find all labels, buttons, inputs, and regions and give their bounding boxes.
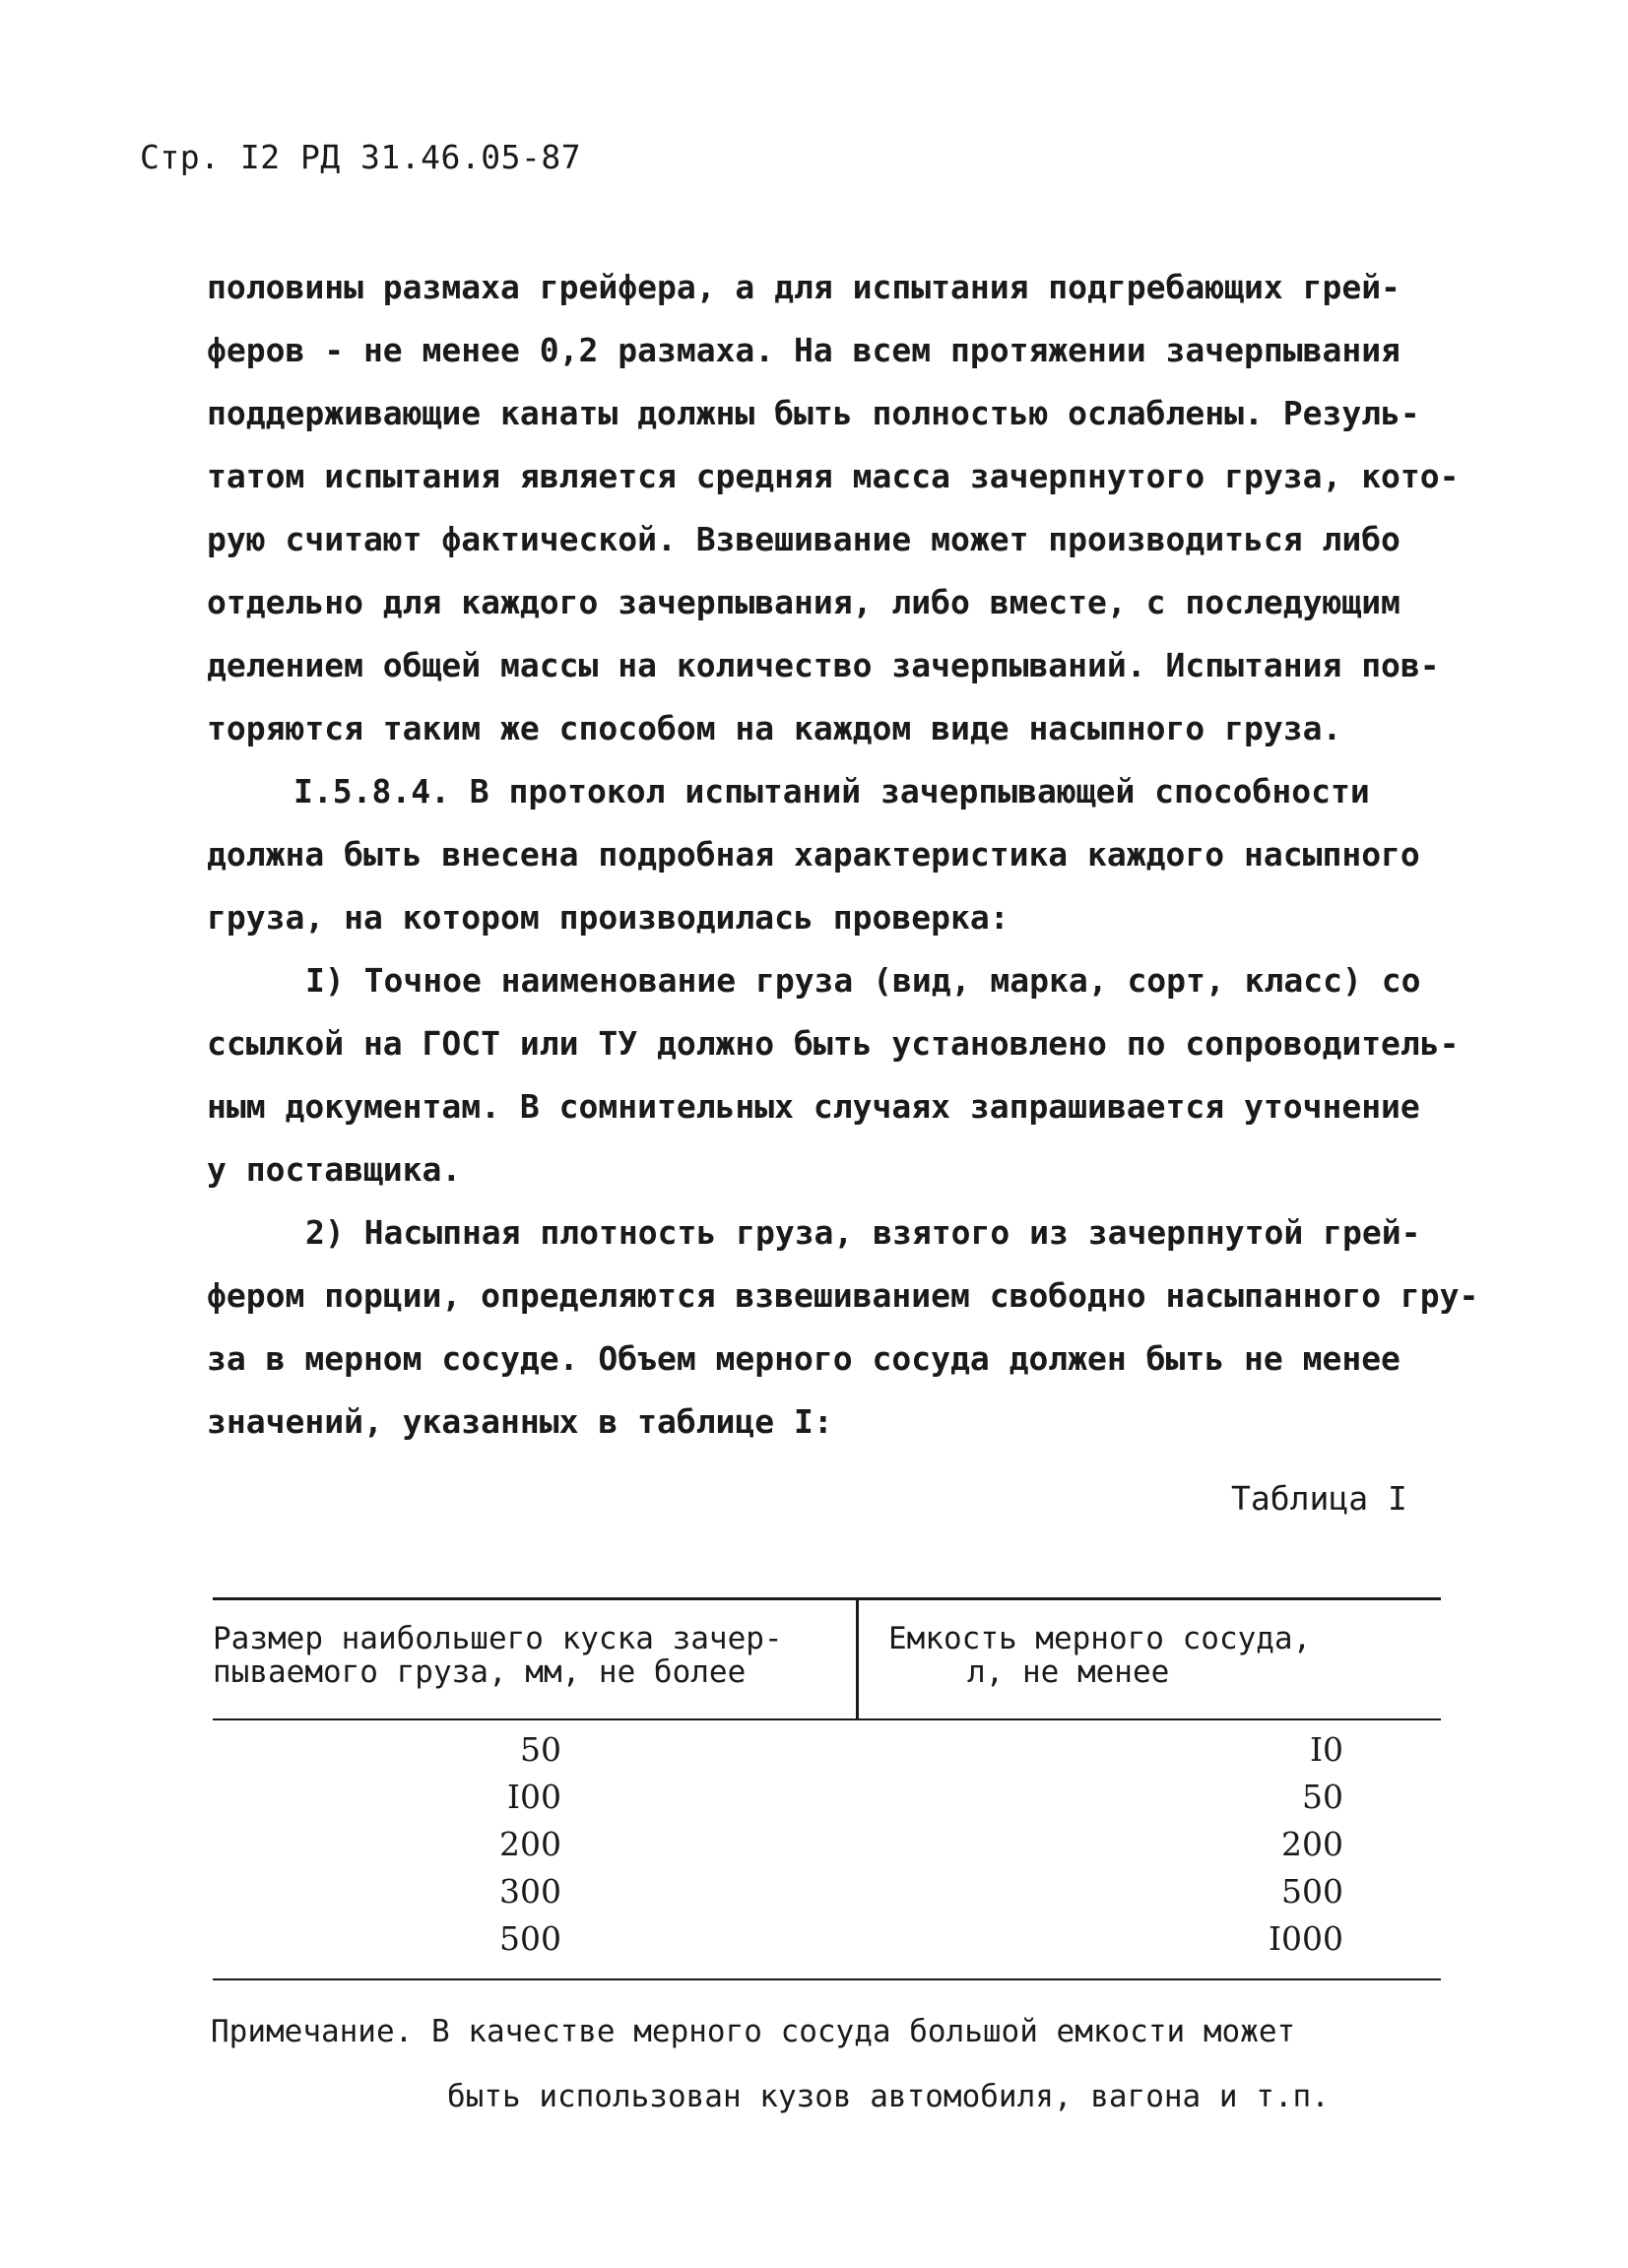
text-line: I) Точное наименование груза (вид, марка, сорт, класс) со xyxy=(305,961,1421,1000)
text-line: торяются таким же способом на каждом виде насыпного груза. xyxy=(207,709,1342,747)
text-line: I.5.8.4. В протокол испытаний зачерпывающей способности xyxy=(293,772,1370,810)
cell-size: 500 xyxy=(499,1919,561,1958)
text-line: должна быть внесена подробная характеристика каждого насыпного xyxy=(207,835,1420,874)
volume-table xyxy=(213,1597,1441,1980)
text-line: значений, указанных в таблице I: xyxy=(207,1402,833,1441)
header-text: пываемого груза, мм, не более xyxy=(213,1654,747,1690)
note-line: Примечание. В качестве мерного сосуда большой емкости может xyxy=(211,2014,1296,2049)
text-line: ным документам. В сомнительных случаях запрашивается уточнение xyxy=(207,1087,1420,1126)
header-text: Емкость мерного сосуда, xyxy=(888,1621,1312,1656)
cell-volume: 200 xyxy=(1281,1825,1343,1863)
cell-size: 200 xyxy=(499,1825,561,1863)
text-line: феров - не менее 0,2 размаха. На всем протяжении зачерпывания xyxy=(207,331,1400,369)
cell-volume: I0 xyxy=(1309,1730,1343,1769)
cell-volume: 50 xyxy=(1302,1778,1343,1816)
table-row xyxy=(213,1726,1441,1774)
table-header-row xyxy=(213,1600,1441,1720)
header-text: л, не менее xyxy=(967,1654,1170,1690)
cell-volume: I000 xyxy=(1268,1919,1343,1958)
table-caption: Таблица I xyxy=(1231,1479,1407,1518)
body-text xyxy=(207,256,1487,1454)
text-line: ссылкой на ГОСТ или ТУ должно быть установлено по сопроводитель- xyxy=(207,1024,1460,1063)
note-line: быть использован кузов автомобиля, вагона и т.п. xyxy=(447,2079,1330,2114)
table-note xyxy=(211,1999,1330,2129)
table-header-size xyxy=(213,1600,859,1718)
text-line: фером порции, определяются взвешиванием свободно насыпанного гру- xyxy=(207,1276,1479,1315)
text-line: поддерживающие канаты должны быть полностью ослаблены. Резуль- xyxy=(207,394,1420,432)
table-row xyxy=(213,1821,1441,1868)
table-body xyxy=(213,1720,1441,1963)
page-header: Стр. I2 РД 31.46.05-87 xyxy=(140,138,582,176)
text-line: татом испытания является средняя масса зачерпнутого груза, кото- xyxy=(207,457,1460,495)
table-header-volume xyxy=(859,1600,1441,1718)
text-line: половины размаха грейфера, а для испытания подгребающих грей- xyxy=(207,268,1400,306)
table-row xyxy=(213,1915,1441,1963)
text-line: рую считают фактической. Взвешивание может производиться либо xyxy=(207,520,1400,558)
text-line: делением общей массы на количество зачерпываний. Испытания пов- xyxy=(207,646,1440,684)
header-text: Размер наибольшего куска зачер- xyxy=(213,1621,783,1656)
table-row xyxy=(213,1868,1441,1915)
text-line: груза, на котором производилась проверка: xyxy=(207,898,1009,937)
table-row xyxy=(213,1774,1441,1821)
text-line: отдельно для каждого зачерпывания, либо вместе, с последующим xyxy=(207,583,1400,621)
cell-size: 50 xyxy=(520,1730,561,1769)
cell-size: I00 xyxy=(506,1778,561,1816)
cell-volume: 500 xyxy=(1281,1872,1343,1911)
cell-size: 300 xyxy=(499,1872,561,1911)
text-line: у поставщика. xyxy=(207,1150,462,1189)
table-bottom-rule xyxy=(213,1978,1441,1980)
text-line: за в мерном сосуде. Объем мерного сосуда должен быть не менее xyxy=(207,1339,1400,1378)
text-line: 2) Насыпная плотность груза, взятого из зачерпнутой грей- xyxy=(305,1213,1421,1252)
